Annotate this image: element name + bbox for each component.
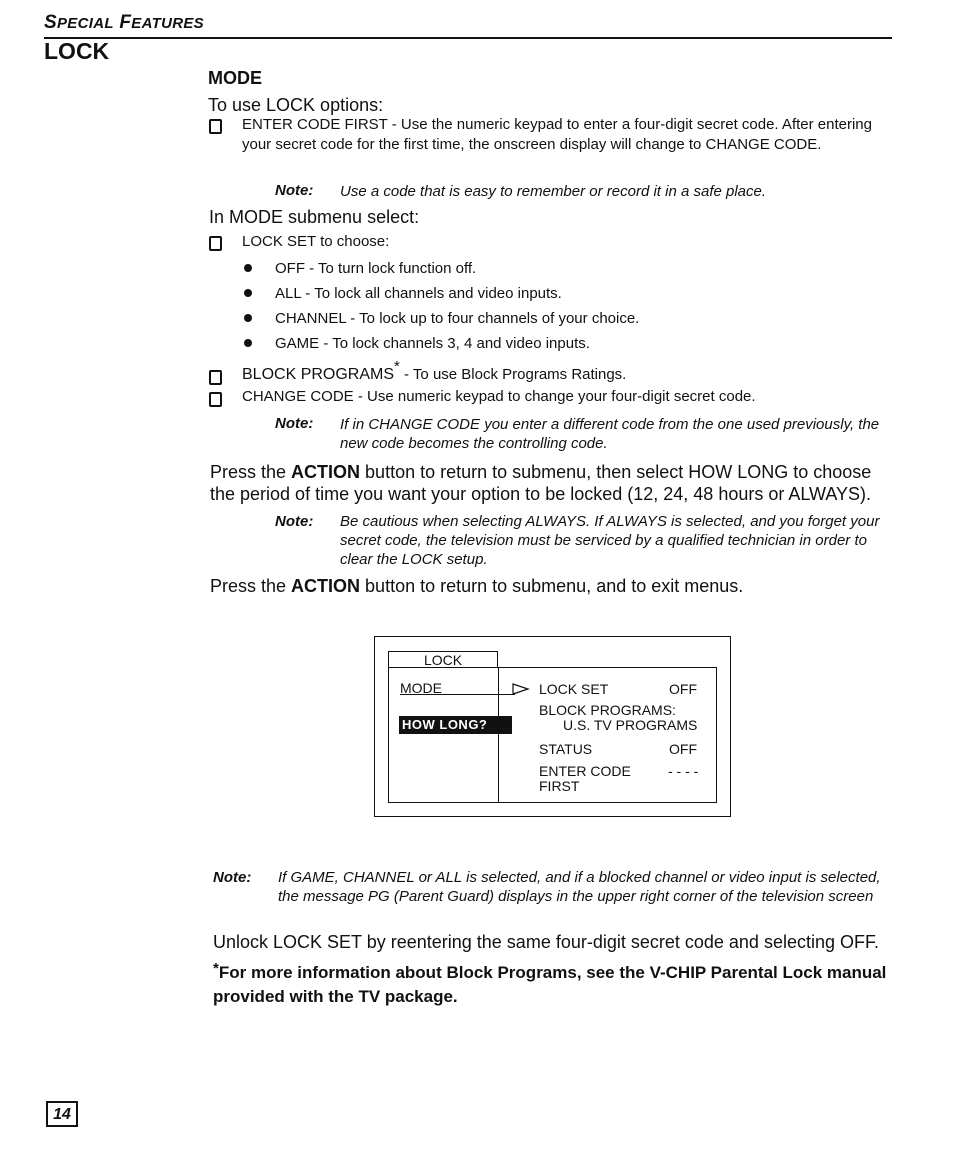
section-title-rest-2: EATURES (131, 15, 204, 32)
press-text-rest: button to return to submenu, then select HOW LONG to choose the period of time you want your option to be locked (12, 24, 48 hours or ALWAYS). (210, 462, 872, 504)
press-text: Press the (210, 462, 292, 482)
note-label: Note: (275, 182, 314, 199)
press-text-rest: button to return to submenu, and to exit menus. (360, 576, 744, 596)
mode-heading: MODE (208, 68, 262, 88)
lock-set-label: LOCK SET (539, 681, 609, 697)
enter-code-label-2: FIRST (539, 778, 580, 794)
block-programs-label: BLOCK PROGRAMS: (539, 702, 676, 718)
block-programs-desc: - To use Block Programs Ratings. (399, 366, 627, 383)
arrow-right-icon (512, 681, 530, 697)
note-text: If GAME, CHANNEL or ALL is selected, and if a blocked channel or video input is selected, the message PG (Parent Guard) displays in the upper right corner of the television screen (278, 869, 881, 905)
press-text: Press the (210, 576, 292, 596)
note-text: Be cautious when selecting ALWAYS. If ALWAYS is selected, and you forget your secret code, the television must be serviced by a qualified technician in order to clear the LOCK setup. (340, 513, 880, 568)
block-programs-value: U.S. TV PROGRAMS (563, 717, 698, 733)
option-game: GAME - To lock channels 3, 4 and video inputs. (275, 335, 590, 352)
checkbox-square-icon (209, 119, 222, 134)
star-icon: * (394, 358, 400, 375)
note-label: Note: (213, 869, 252, 886)
menu-divider (498, 667, 499, 803)
note-label: Note: (275, 415, 314, 432)
option-channel: CHANNEL - To lock up to four channels of your choice. (275, 310, 640, 327)
section-title-cap-1: S (44, 12, 57, 33)
lock-set-value: OFF (669, 681, 697, 697)
option-all: ALL - To lock all channels and video inputs. (275, 285, 562, 302)
unlock-text: Unlock LOCK SET by reentering the same four-digit secret code and selecting OFF. (213, 932, 879, 952)
bullet-icon (244, 314, 252, 322)
note-label: Note: (275, 513, 314, 530)
bullet-icon (244, 339, 252, 347)
page-title: LOCK (44, 38, 110, 64)
note-text: If in CHANGE CODE you enter a different code from the one used previously, the new code becomes the controlling code. (340, 416, 880, 452)
press-action-paragraph (210, 575, 743, 597)
lock-set-text: LOCK SET to choose: (242, 233, 390, 250)
menu-mode-underline (400, 694, 515, 695)
header-rule (44, 37, 892, 39)
mode-intro: To use LOCK options: (208, 95, 384, 115)
section-title-rest-1: PECIAL (56, 15, 114, 32)
checkbox-square-icon (209, 392, 222, 407)
enter-code-label: ENTER CODE (539, 763, 631, 779)
option-off: OFF - To turn lock function off. (275, 260, 477, 277)
status-label: STATUS (539, 741, 593, 757)
action-word: ACTION (291, 576, 361, 596)
page-number: 14 (46, 1101, 78, 1127)
press-action-paragraph (210, 461, 900, 505)
status-value: OFF (669, 741, 697, 757)
star-icon: * (213, 960, 219, 977)
change-code-text: CHANGE CODE - Use numeric keypad to change your four-digit secret code. (242, 388, 756, 405)
menu-item-how-long: HOW LONG? (399, 716, 512, 734)
section-title (44, 12, 204, 34)
block-programs-text (242, 358, 627, 385)
bullet-icon (244, 264, 252, 272)
more-info-body: For more information about Block Programs, see the V-CHIP Parental Lock manual provided with the TV package. (213, 963, 887, 1006)
checkbox-square-icon (209, 370, 222, 385)
menu-item-mode: MODE (400, 680, 442, 696)
checkbox-square-icon (209, 236, 222, 251)
enter-code-value: - - - - (668, 763, 699, 779)
bullet-icon (244, 289, 252, 297)
enter-code-first-text: ENTER CODE FIRST - Use the numeric keypad to enter a four-digit secret code. After entering your secret code for the first time, the onscreen display will change to CHANGE CODE. (242, 116, 872, 153)
section-title-cap-2: F (119, 12, 132, 33)
block-programs-label: BLOCK PROGRAMS (242, 366, 395, 383)
submenu-intro: In MODE submenu select: (209, 207, 420, 227)
action-word: ACTION (291, 462, 361, 482)
more-info-text (213, 961, 903, 1008)
note-text: Use a code that is easy to remember or record it in a safe place. (340, 183, 767, 200)
menu-tab-lock: LOCK (388, 651, 498, 668)
